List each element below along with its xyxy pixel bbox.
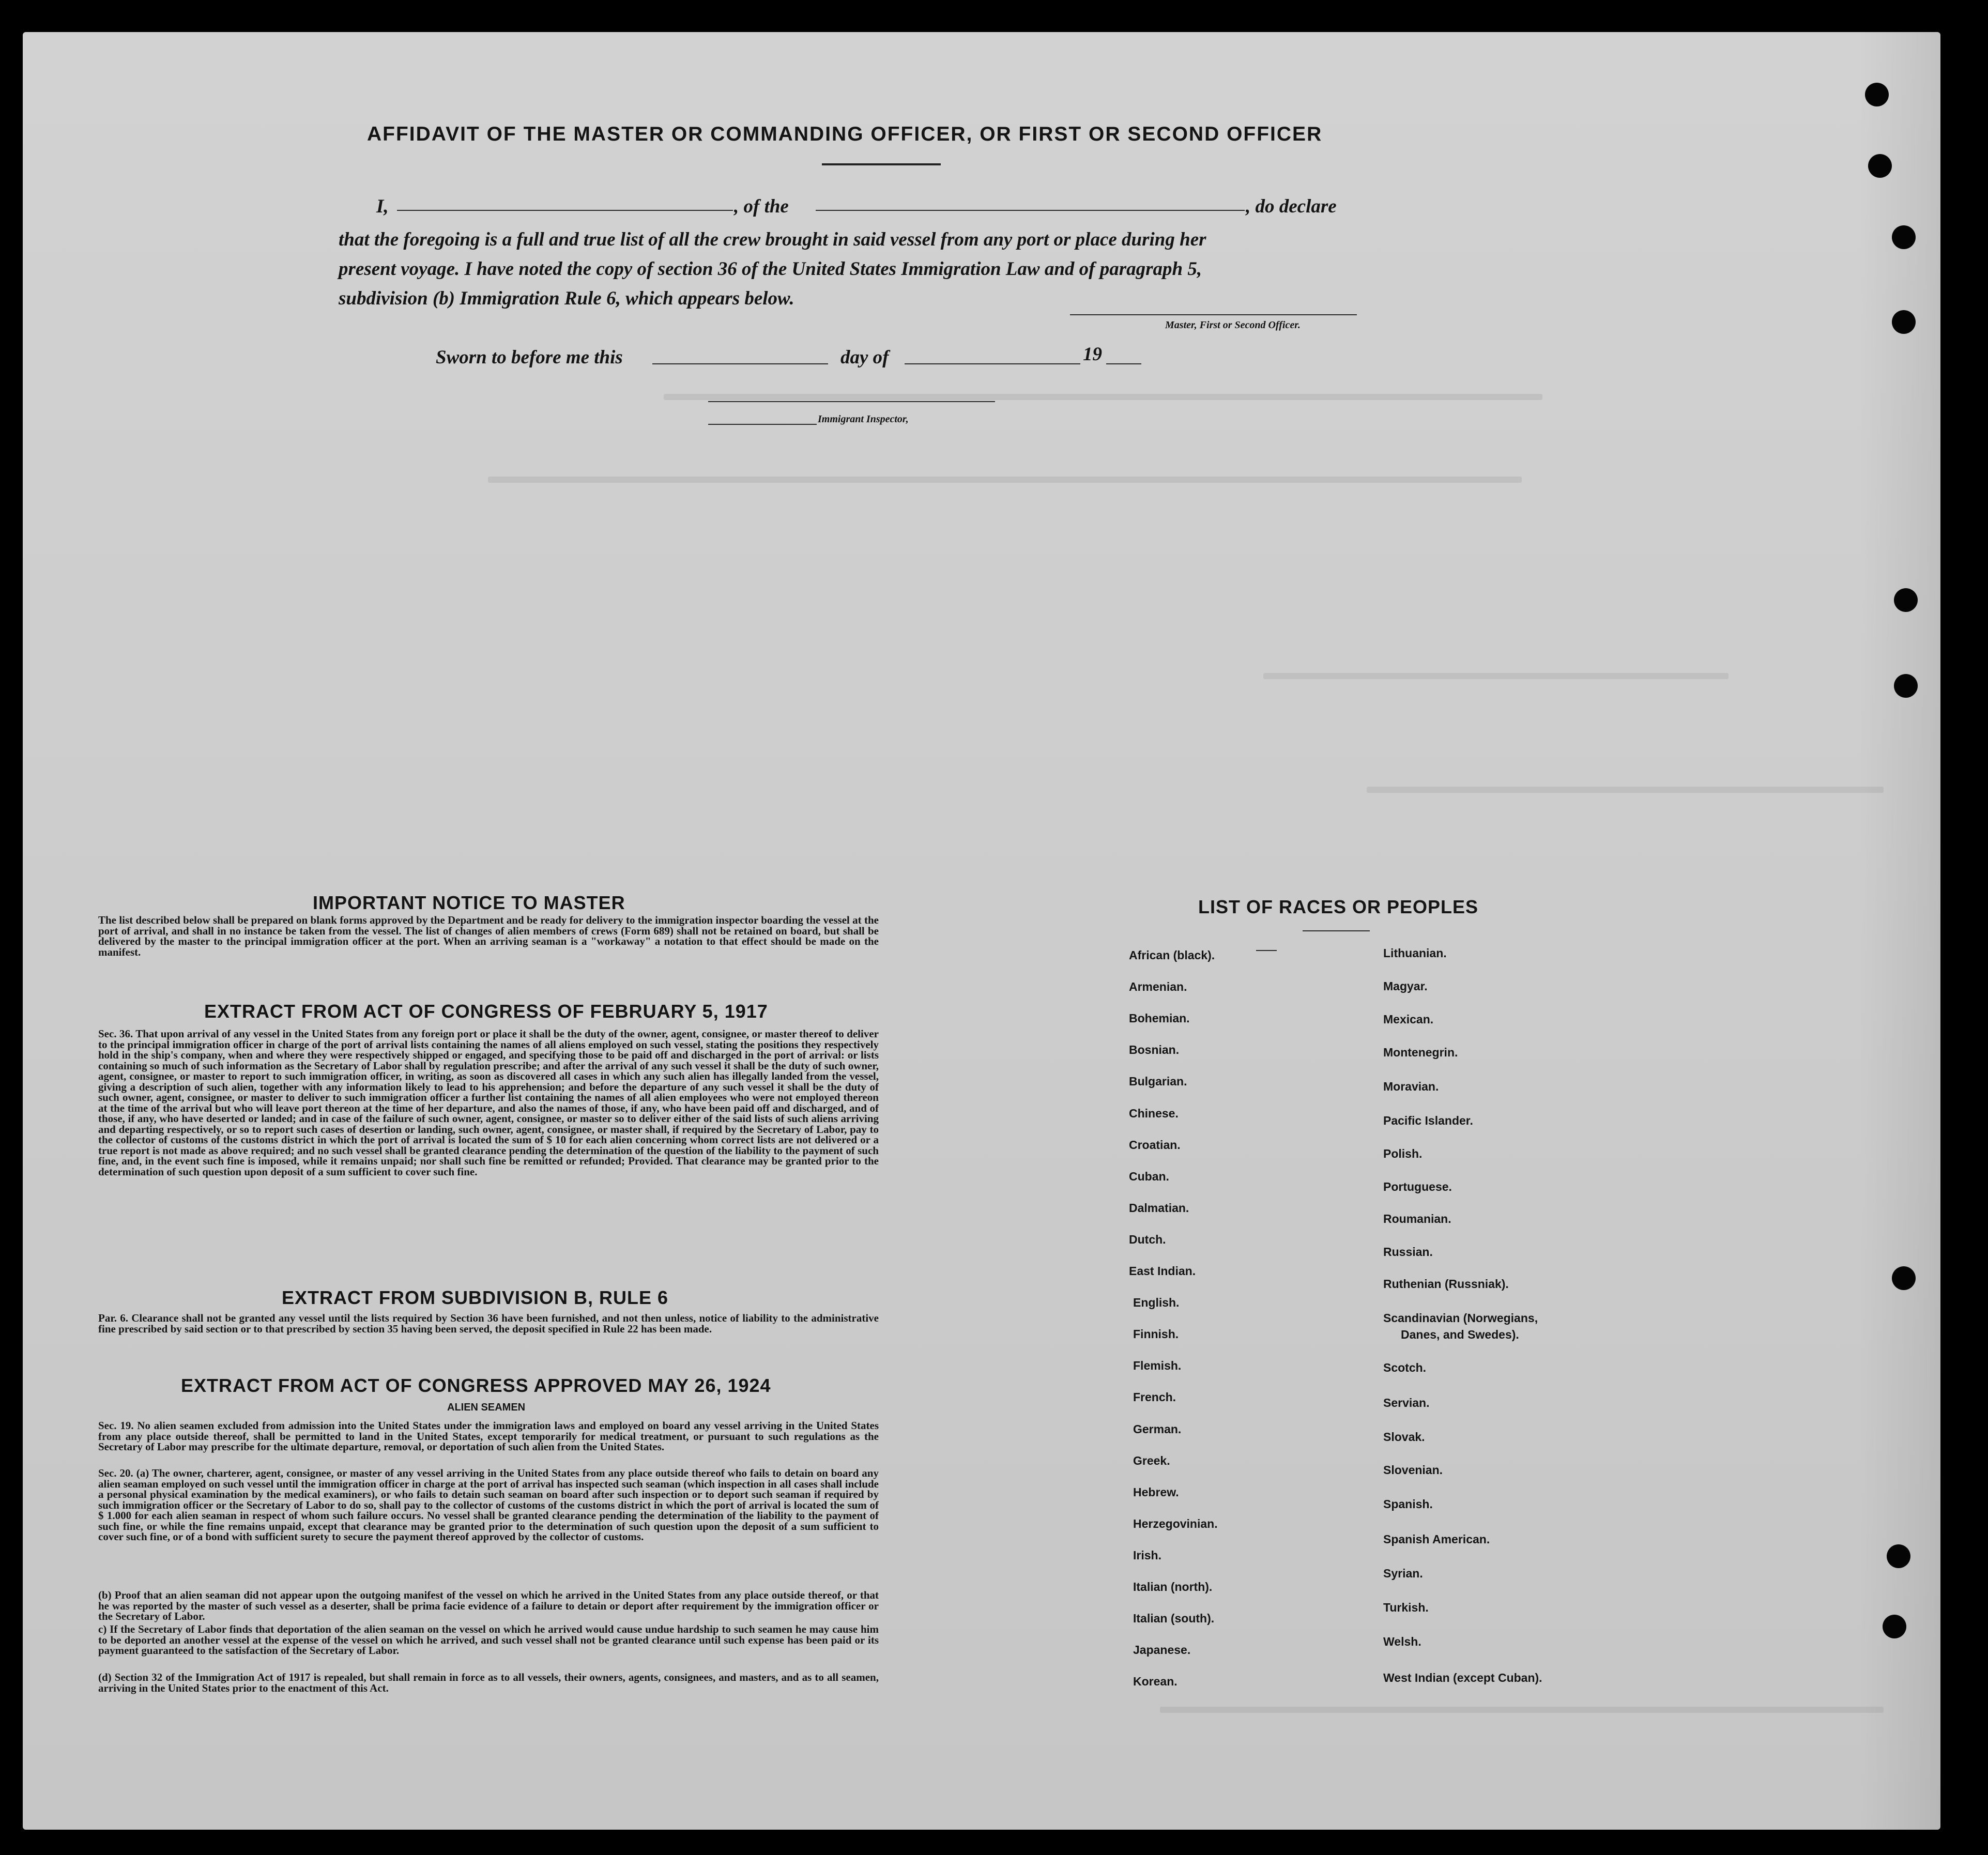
race-item: German. (1133, 1422, 1182, 1436)
race-item: Bosnian. (1129, 1043, 1180, 1057)
punch-hole (1883, 1615, 1906, 1638)
race-item: African (black). (1129, 948, 1215, 962)
race-item: Magyar. (1383, 979, 1428, 993)
vessel-blank (816, 210, 1245, 211)
race-item: Spanish. (1383, 1497, 1433, 1511)
race-item: Italian (south). (1133, 1612, 1215, 1626)
race-item: East Indian. (1129, 1264, 1196, 1278)
sec-20c-text: c) If the Secretary of Labor finds that deportation of the alien seaman on the vessel on which he arrived would cause undue hardship to such seamen he may cause him to be deported an another vessel at the expense of the vessel on which he arrived, and such vessel shall not be granted clearance until such expense has been paid or its payment guaranteed to the satisfaction of the Secretary of Labor. (98, 1623, 879, 1657)
race-item: Lithuanian. (1383, 946, 1447, 960)
punch-hole (1868, 154, 1892, 178)
title-underline (822, 163, 941, 165)
race-item: Servian. (1383, 1396, 1430, 1409)
bleed-through-line (1160, 1707, 1884, 1713)
race-item: Russian. (1383, 1245, 1433, 1259)
sec-19-text: Sec. 19. No alien seamen excluded from admission into the United States under the immigration laws and employed on board any vessel arriving in the United States from any place outside thereof, shall be permitted to land in the United States, except temporarily for medical treatment, or pursuant to such regulations as the Secretary of Labor may prescribe for the ultimate departure, removal, or deportation of such alien from the United States. (98, 1419, 879, 1453)
race-item: Hebrew. (1133, 1485, 1179, 1499)
inspector-signature-line (708, 401, 995, 402)
races-column-dash (1256, 950, 1277, 951)
race-item: Irish. (1133, 1548, 1161, 1562)
punch-hole (1892, 1266, 1916, 1290)
year-prefix: 19 (1083, 344, 1102, 365)
race-item: Dutch. (1129, 1232, 1166, 1246)
affidavit-title: AFFIDAVIT OF THE MASTER OR COMMANDING OFFICER, OR FIRST OR SECOND OFFICER (367, 123, 1323, 145)
race-item: Flemish. (1133, 1359, 1182, 1373)
affidavit-i-label: I, (376, 196, 389, 217)
race-item: Finnish. (1133, 1327, 1179, 1341)
inspector-caption: Immigrant Inspector, (818, 413, 909, 425)
notice-text: The list described below shall be prepared on blank forms approved by the Department and be ready for delivery to the immigration inspector boarding the vessel at the port of arrival, and shall in no instance be taken from the vessel. The list of changes of alien members of crews (Form 689) shall not be retained on board, but shall be delivered by the master to the principal immigration officer at the port. When an arriving seaman is a "workaway" a notation to that effect should be made on the manifest. (98, 914, 879, 958)
punch-hole (1892, 310, 1916, 334)
race-item: Scandinavian (Norwegians, (1383, 1311, 1538, 1325)
race-item: Polish. (1383, 1147, 1423, 1160)
name-blank (397, 210, 733, 211)
race-item: Cuban. (1129, 1169, 1169, 1183)
punch-hole (1892, 225, 1916, 249)
affidavit-of-the-label: , of the (734, 196, 789, 217)
race-item: Syrian. (1383, 1567, 1423, 1580)
race-item: Korean. (1133, 1675, 1177, 1689)
rule6-heading: EXTRACT FROM SUBDIVISION B, RULE 6 (282, 1287, 669, 1308)
act-1924-heading: EXTRACT FROM ACT OF CONGRESS APPROVED MAY 26, 1924 (181, 1375, 771, 1396)
race-item: Ruthenian (Russniak). (1383, 1277, 1509, 1291)
race-item: Bohemian. (1129, 1011, 1190, 1025)
sworn-day-blank (652, 363, 828, 364)
race-item: Pacific Islander. (1383, 1114, 1473, 1127)
punch-hole (1865, 83, 1889, 106)
notice-heading: IMPORTANT NOTICE TO MASTER (313, 892, 625, 913)
race-item: Bulgarian. (1129, 1075, 1187, 1089)
race-item: Herzegovinian. (1133, 1516, 1218, 1530)
race-item: Slovak. (1383, 1430, 1425, 1444)
sec-20-text: Sec. 20. (a) The owner, charterer, agent, consignee, or master of any vessel arriving in the United States from any place outside thereof who fails to detain on board any alien seaman employed on such vessel until the immigration officer in charge at the port of arrival has inspected such seaman (which inspection in all cases shall include a personal physical examination by the medical examiners), or who fails to detain such seaman on board after such inspection or to deport such seaman if required by such immigration officer or the Secretary of Labor to do so, shall pay to the collector of customs of the customs district in which the port of arrival is located the sum of $ 1.000 for each alien seaman in respect of whom such failure occurs. No vessel shall be granted clearance pending the determination of the liability to the payment of such fine, or while the fine remains unpaid, except that clearance may be granted prior to the determination of such question upon the deposit of a sum sufficient to cover such fine, or of a bond with sufficient surety to secure the payment thereof approved by the collector of customs. (98, 1467, 879, 1543)
punch-hole (1894, 674, 1918, 698)
alien-seamen-subheading: ALIEN SEAMEN (447, 1402, 526, 1413)
month-blank (905, 363, 1080, 364)
race-item: Armenian. (1129, 980, 1187, 994)
race-item: Turkish. (1383, 1601, 1429, 1614)
race-item: Welsh. (1383, 1635, 1421, 1648)
punch-hole (1887, 1544, 1910, 1568)
race-item: Scotch. (1383, 1361, 1427, 1374)
race-item: Japanese. (1133, 1643, 1191, 1657)
race-item: Greek. (1133, 1453, 1170, 1467)
race-item: Roumanian. (1383, 1212, 1451, 1225)
race-item: Montenegrin. (1383, 1046, 1458, 1059)
races-heading: LIST OF RACES OR PEOPLES (1198, 896, 1479, 917)
race-item: Chinese. (1129, 1106, 1179, 1120)
bleed-through-line (664, 394, 1542, 400)
sec-20b-text: (b) Proof that an alien seaman did not appear upon the outgoing manifest of the vessel on which he arrived in the United States from any place outside thereof, or that he was reported by the master of such vessel as a deserter, shall be prima facie evidence of a failure to detain or deport after requirement by the immigration officer or the Secretary of Labor. (98, 1589, 879, 1622)
punch-hole (1894, 588, 1918, 612)
rule6-text: Par. 6. Clearance shall not be granted any vessel until the lists required by Section 36 have been furnished, and not then unless, notice of liability to the administrative fine prescribed by said section or to that prescribed by section 35 having been served, the deposit specified in Rule 22 has been made. (98, 1312, 879, 1335)
master-signature-line (1070, 314, 1357, 315)
race-item: English. (1133, 1296, 1180, 1310)
race-item: Italian (north). (1133, 1580, 1213, 1593)
affidavit-declare-label: , do declare (1246, 196, 1337, 217)
act-1917-text: Sec. 36. That upon arrival of any vessel in the United States from any foreign port or place it shall be the duty of the owner, agent, consignee, or master thereof to deliver to the principal immigration officer in charge of the port of arrival lists containing the names of all aliens employed on such vessel, stating the positions they respectively hold in the ship's company, when and where they were respectively shipped or engaged, and specifying those to be paid off and discharged in the port of arrival: or lists containing so much of such information as the Secretary of Labor shall by regulation prescribe; and after the arrival of any such vessel it shall be the duty of such owner, agent, consignee, or master to report to such immigration officer, in writing, as soon as discovered all cases in which any such alien has illegally landed from the vessel, giving a description of such alien, together with any information likely to lead to his apprehension; and before the departure of any such vessel it shall be the duty of such owner, agent, consignee, or master to deliver to such immigration officer a further list containing the names of all alien employees who were not employed thereon at the time of the arrival but who will leave port thereon at the time of her departure, and also the names of those, if any, who have been paid off and discharged, and of those, if any, who have deserted or landed; and in case of the failure of such owner, agent, consignee, or master so to deliver either of the said lists of such aliens arriving and departing respectively, or so to report such cases of desertion or landing, such owner, agent, consignee, or master shall, if required by the Secretary of Labor, pay to the collector of customs of the customs district in which the port of arrival is located the sum of $ 10 for each alien concerning whom correct lists are not delivered or a true report is not made as above required; and no such vessel shall be granted clearance pending the determination of the question of the liability to the payment of such fine, and, in the event such fine is imposed, while it remains unpaid; nor shall such fine be remitted or refunded; Provided. That clearance may be granted prior to the determination of such question upon deposit of a sum sufficient to cover such fine. (98, 1028, 879, 1178)
race-item: Moravian. (1383, 1080, 1439, 1093)
races-heading-underline (1303, 930, 1370, 931)
day-of-label: day of (840, 347, 889, 368)
sworn-label: Sworn to before me this (436, 347, 623, 368)
affidavit-body (339, 225, 1372, 313)
sec-20d-text: (d) Section 32 of the Immigration Act of 1917 is repealed, but shall remain in force as to all vessels, their owners, agents, consignees, and masters, and as to all seamen, arriving in the United States prior to the enactment of this Act. (98, 1671, 879, 1694)
race-item: Danes, and Swedes). (1401, 1328, 1519, 1341)
race-item: West Indian (except Cuban). (1383, 1671, 1542, 1684)
act-1917-heading: EXTRACT FROM ACT OF CONGRESS OF FEBRUARY 5, 1917 (204, 1001, 768, 1022)
bleed-through-line (1263, 673, 1729, 679)
bleed-through-line (1367, 787, 1884, 793)
year-blank (1106, 363, 1141, 364)
race-item: Mexican. (1383, 1013, 1434, 1026)
affidavit-body-line: subdivision (b) Immigration Rule 6, which appears below. (339, 288, 794, 309)
affidavit-body-line: present voyage. I have noted the copy of section 36 of the United States Immigration Law and of paragraph 5, (339, 258, 1202, 280)
race-item: Croatian. (1129, 1138, 1181, 1152)
inspector-caption-line (708, 424, 817, 425)
affidavit-body-line: that the foregoing is a full and true list of all the crew brought in said vessel from any port or place during her (339, 229, 1206, 250)
bleed-through-line (488, 477, 1522, 483)
master-caption: Master, First or Second Officer. (1165, 319, 1301, 331)
race-item: French. (1133, 1390, 1176, 1404)
race-item: Portuguese. (1383, 1180, 1452, 1193)
race-item: Dalmatian. (1129, 1201, 1189, 1215)
race-item: Spanish American. (1383, 1532, 1490, 1546)
race-item: Slovenian. (1383, 1463, 1443, 1477)
